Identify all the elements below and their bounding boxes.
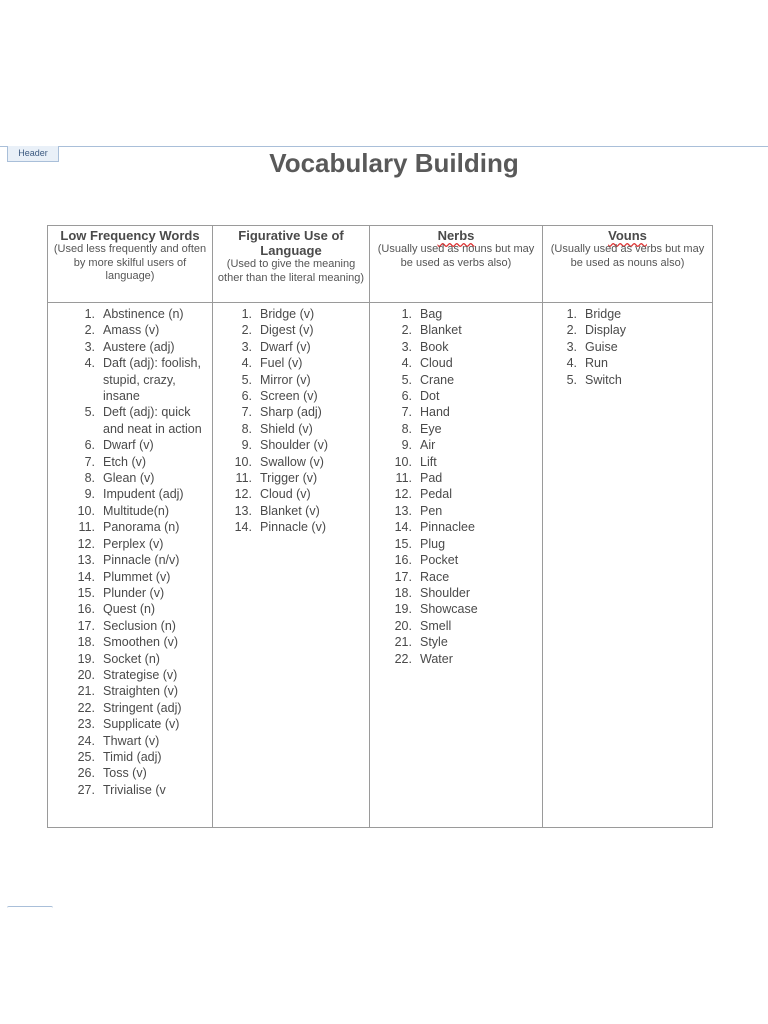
list-item-number: 9. bbox=[84, 487, 95, 502]
column-header-vouns bbox=[543, 226, 713, 303]
list-item-text: Plug bbox=[420, 536, 446, 551]
list-item-number: 8. bbox=[241, 421, 252, 436]
list-item-text: Pocket bbox=[420, 553, 459, 568]
footer-boundary-marker bbox=[7, 906, 53, 910]
list-item-number: 19. bbox=[394, 602, 412, 617]
list-item-number: 16. bbox=[77, 602, 95, 617]
list-item-number: 12. bbox=[77, 536, 95, 551]
list-item bbox=[48, 700, 212, 716]
list-item-number: 2. bbox=[401, 323, 412, 338]
list-item-number: 18. bbox=[77, 635, 95, 650]
list-item bbox=[370, 651, 542, 667]
list-item-text: Thwart (v) bbox=[103, 733, 160, 748]
list-item-number: 2. bbox=[84, 323, 95, 338]
list-item-text: Race bbox=[420, 569, 450, 584]
list-item bbox=[370, 536, 542, 552]
list-item bbox=[370, 339, 542, 355]
list-item bbox=[48, 536, 212, 552]
list-item-text: Shoulder bbox=[420, 585, 471, 600]
list-item-text: Abstinence (n) bbox=[103, 307, 184, 321]
list-item-number: 2. bbox=[241, 323, 252, 338]
list-item-text: Book bbox=[420, 339, 449, 354]
list-item-text: Trigger (v) bbox=[260, 471, 318, 486]
list-item-text: Display bbox=[585, 323, 626, 338]
list-item bbox=[370, 437, 542, 453]
list-item-number: 23. bbox=[77, 717, 95, 732]
list-item-text: Dwarf (v) bbox=[103, 438, 154, 453]
list-item-number: 15. bbox=[77, 585, 95, 600]
list-item-text: Bag bbox=[420, 307, 443, 321]
list-item-text: Swallow (v) bbox=[260, 454, 324, 469]
list-item-text: Daft (adj): foolish, stupid, crazy, insane bbox=[103, 356, 201, 404]
list-item-number: 21. bbox=[394, 635, 412, 650]
list-item bbox=[213, 355, 369, 371]
column-header-low-frequency bbox=[48, 226, 213, 303]
list-item bbox=[48, 552, 212, 568]
list-item-number: 1. bbox=[241, 307, 252, 321]
list-item-number: 11. bbox=[395, 471, 412, 486]
list-item-text: Stringent (adj) bbox=[103, 700, 182, 715]
list-item-text: Dot bbox=[420, 389, 440, 404]
list-item-number: 7. bbox=[401, 405, 412, 420]
list-item bbox=[48, 355, 212, 404]
list-item-text: Cloud bbox=[420, 356, 453, 371]
list-item-number: 4. bbox=[84, 356, 95, 371]
list-item bbox=[213, 322, 369, 338]
list-item bbox=[543, 339, 712, 355]
list-item-number: 13. bbox=[77, 553, 95, 568]
list-item bbox=[370, 306, 542, 322]
list-item-number: 1. bbox=[566, 307, 577, 321]
list-item bbox=[543, 322, 712, 338]
list-item-text: Lift bbox=[420, 454, 437, 469]
column-heading: Vouns bbox=[608, 228, 647, 243]
column-body-figurative bbox=[213, 303, 370, 828]
header-boundary-line bbox=[0, 146, 768, 147]
list-item-number: 3. bbox=[241, 339, 252, 354]
column-subheading: (Usually used as verbs but may be used as nouns also) bbox=[550, 243, 705, 269]
list-item-number: 16. bbox=[394, 553, 412, 568]
list-item-number: 21. bbox=[77, 684, 95, 699]
list-item-text: Perplex (v) bbox=[103, 536, 164, 551]
list-item-number: 8. bbox=[84, 471, 95, 486]
list-item-text: Smell bbox=[420, 618, 452, 633]
list-item-text: Dwarf (v) bbox=[260, 339, 311, 354]
list-item bbox=[213, 388, 369, 404]
list-item bbox=[370, 355, 542, 371]
list-item bbox=[370, 421, 542, 437]
column-header-nerbs bbox=[370, 226, 543, 303]
list-item bbox=[370, 519, 542, 535]
column-subheading: (Used less frequently and often by more skilful users of language) bbox=[53, 243, 207, 282]
list-item-number: 5. bbox=[84, 405, 95, 420]
list-item-text: Sharp (adj) bbox=[260, 405, 322, 420]
list-item-text: Etch (v) bbox=[103, 454, 147, 469]
list-item-text: Glean (v) bbox=[103, 471, 155, 486]
list-item-text: Trivialise (v bbox=[103, 782, 166, 797]
list-item-text: Run bbox=[585, 356, 608, 371]
list-item-text: Multitude(n) bbox=[103, 503, 169, 518]
list-item-text: Shoulder (v) bbox=[260, 438, 329, 453]
list-item bbox=[370, 601, 542, 617]
list-item-text: Mirror (v) bbox=[260, 372, 311, 387]
column-header-figurative bbox=[213, 226, 370, 303]
list-item bbox=[370, 454, 542, 470]
list-item-number: 13. bbox=[394, 503, 412, 518]
list-item-text: Smoothen (v) bbox=[103, 635, 179, 650]
list-item bbox=[370, 486, 542, 502]
table-body-row bbox=[48, 303, 713, 828]
list-item-text: Switch bbox=[585, 372, 622, 387]
list-item bbox=[370, 372, 542, 388]
list-item-number: 6. bbox=[241, 389, 252, 404]
list-item-text: Timid (adj) bbox=[103, 749, 162, 764]
list-item bbox=[213, 486, 369, 502]
list-item-text: Air bbox=[420, 438, 436, 453]
list-item bbox=[48, 585, 212, 601]
list-item-text: Bridge bbox=[585, 307, 622, 321]
list-item-number: 8. bbox=[401, 421, 412, 436]
list-item bbox=[48, 454, 212, 470]
column-subheading: (Usually used as nouns but may be used as verbs also) bbox=[377, 243, 535, 269]
list-item-text: Austere (adj) bbox=[103, 339, 175, 354]
list-item-text: Blanket bbox=[420, 323, 462, 338]
list-item bbox=[48, 749, 212, 765]
list-item-number: 5. bbox=[241, 372, 252, 387]
list-item bbox=[213, 503, 369, 519]
list-item-text: Pedal bbox=[420, 487, 452, 502]
list-item bbox=[370, 585, 542, 601]
list-item bbox=[48, 306, 212, 322]
list-item-number: 7. bbox=[84, 454, 95, 469]
list-item bbox=[213, 519, 369, 535]
list-item-text: Panorama (n) bbox=[103, 520, 180, 535]
list-item-text: Socket (n) bbox=[103, 651, 160, 666]
list-item-text: Pad bbox=[420, 471, 443, 486]
list-item bbox=[48, 667, 212, 683]
page-title: Vocabulary Building bbox=[269, 148, 519, 178]
list-item-number: 24. bbox=[77, 733, 95, 748]
list-item-text: Seclusion (n) bbox=[103, 618, 176, 633]
word-list bbox=[543, 303, 712, 388]
list-item-number: 12. bbox=[394, 487, 412, 502]
list-item bbox=[543, 306, 712, 322]
list-item-number: 9. bbox=[401, 438, 412, 453]
list-item bbox=[213, 339, 369, 355]
list-item-number: 19. bbox=[77, 651, 95, 666]
list-item-number: 14. bbox=[234, 520, 252, 535]
list-item-number: 27. bbox=[77, 782, 95, 797]
list-item-text: Pinnacle (n/v) bbox=[103, 553, 180, 568]
list-item-text: Quest (n) bbox=[103, 602, 156, 617]
column-heading: Low Frequency Words bbox=[60, 228, 200, 243]
list-item bbox=[48, 503, 212, 519]
list-item-text: Pinnacle (v) bbox=[260, 520, 326, 535]
list-item-number: 12. bbox=[234, 487, 252, 502]
list-item-number: 22. bbox=[77, 700, 95, 715]
list-item bbox=[48, 765, 212, 781]
list-item bbox=[213, 372, 369, 388]
header-tab[interactable]: Header bbox=[7, 146, 59, 162]
word-list bbox=[48, 303, 212, 798]
list-item bbox=[370, 322, 542, 338]
list-item bbox=[370, 470, 542, 486]
list-item-number: 3. bbox=[566, 339, 577, 354]
list-item bbox=[370, 618, 542, 634]
table-header-row bbox=[48, 226, 713, 303]
list-item bbox=[370, 503, 542, 519]
list-item-text: Straighten (v) bbox=[103, 684, 179, 699]
list-item bbox=[213, 437, 369, 453]
list-item bbox=[213, 421, 369, 437]
column-body-low-frequency bbox=[48, 303, 213, 828]
list-item-number: 14. bbox=[394, 520, 412, 535]
list-item-number: 18. bbox=[394, 585, 412, 600]
list-item-number: 3. bbox=[401, 339, 412, 354]
list-item bbox=[48, 733, 212, 749]
list-item-number: 20. bbox=[394, 618, 412, 633]
list-item bbox=[543, 355, 712, 371]
list-item bbox=[370, 388, 542, 404]
list-item-number: 10. bbox=[394, 454, 412, 469]
list-item bbox=[370, 552, 542, 568]
list-item bbox=[48, 683, 212, 699]
list-item-number: 25. bbox=[77, 749, 95, 764]
list-item bbox=[48, 470, 212, 486]
list-item bbox=[48, 651, 212, 667]
list-item-text: Pinnaclee bbox=[420, 520, 475, 535]
list-item bbox=[48, 601, 212, 617]
list-item-text: Plummet (v) bbox=[103, 569, 171, 584]
list-item-number: 6. bbox=[84, 438, 95, 453]
list-item-number: 20. bbox=[77, 667, 95, 682]
list-item-number: 11. bbox=[78, 520, 95, 535]
list-item-number: 13. bbox=[234, 503, 252, 518]
list-item bbox=[48, 569, 212, 585]
list-item bbox=[213, 306, 369, 322]
column-body-vouns bbox=[543, 303, 713, 828]
list-item-text: Amass (v) bbox=[103, 323, 160, 338]
list-item bbox=[543, 372, 712, 388]
list-item-number: 26. bbox=[77, 766, 95, 781]
list-item bbox=[213, 470, 369, 486]
column-heading: Figurative Use of Language bbox=[238, 228, 344, 258]
list-item-number: 10. bbox=[234, 454, 252, 469]
list-item bbox=[48, 404, 212, 437]
list-item-text: Eye bbox=[420, 421, 442, 436]
list-item-number: 15. bbox=[394, 536, 412, 551]
list-item-text: Showcase bbox=[420, 602, 478, 617]
list-item-number: 5. bbox=[401, 372, 412, 387]
list-item-number: 11. bbox=[235, 471, 252, 486]
list-item bbox=[48, 437, 212, 453]
list-item bbox=[213, 454, 369, 470]
list-item-text: Impudent (adj) bbox=[103, 487, 184, 502]
list-item-number: 17. bbox=[77, 618, 95, 633]
list-item-text: Screen (v) bbox=[260, 389, 318, 404]
list-item-text: Blanket (v) bbox=[260, 503, 320, 518]
list-item bbox=[48, 618, 212, 634]
list-item-number: 4. bbox=[241, 356, 252, 371]
list-item-text: Cloud (v) bbox=[260, 487, 311, 502]
list-item-number: 9. bbox=[241, 438, 252, 453]
list-item bbox=[213, 404, 369, 420]
list-item-number: 1. bbox=[84, 307, 95, 321]
word-list bbox=[213, 303, 369, 536]
list-item bbox=[370, 634, 542, 650]
list-item-number: 17. bbox=[394, 569, 412, 584]
list-item-number: 7. bbox=[241, 405, 252, 420]
list-item-text: Crane bbox=[420, 372, 455, 387]
list-item-number: 4. bbox=[566, 356, 577, 371]
word-list bbox=[370, 303, 542, 667]
list-item bbox=[48, 782, 212, 798]
list-item-text: Guise bbox=[585, 339, 618, 354]
column-body-nerbs bbox=[370, 303, 543, 828]
list-item-text: Bridge (v) bbox=[260, 307, 315, 321]
list-item-number: 5. bbox=[566, 372, 577, 387]
list-item-text: Hand bbox=[420, 405, 450, 420]
list-item bbox=[48, 339, 212, 355]
list-item-text: Supplicate (v) bbox=[103, 717, 180, 732]
list-item-text: Strategise (v) bbox=[103, 667, 178, 682]
list-item-number: 1. bbox=[401, 307, 412, 321]
list-item bbox=[48, 716, 212, 732]
list-item-number: 6. bbox=[401, 389, 412, 404]
list-item-number: 4. bbox=[401, 356, 412, 371]
list-item-text: Digest (v) bbox=[260, 323, 314, 338]
list-item-text: Water bbox=[420, 651, 453, 666]
list-item-text: Plunder (v) bbox=[103, 585, 165, 600]
list-item-number: 14. bbox=[77, 569, 95, 584]
list-item-text: Fuel (v) bbox=[260, 356, 303, 371]
list-item bbox=[48, 322, 212, 338]
list-item-text: Toss (v) bbox=[103, 766, 147, 781]
list-item bbox=[370, 569, 542, 585]
list-item-text: Pen bbox=[420, 503, 443, 518]
list-item-text: Shield (v) bbox=[260, 421, 313, 436]
column-heading: Nerbs bbox=[437, 228, 475, 243]
list-item bbox=[48, 634, 212, 650]
list-item-number: 3. bbox=[84, 339, 95, 354]
list-item-number: 22. bbox=[394, 651, 412, 666]
column-subheading: (Used to give the meaning other than the literal meaning) bbox=[217, 258, 365, 284]
vocabulary-table bbox=[47, 225, 713, 828]
list-item-text: Deft (adj): quick and neat in action bbox=[103, 405, 202, 436]
list-item bbox=[48, 486, 212, 502]
list-item-number: 10. bbox=[77, 503, 95, 518]
list-item bbox=[48, 519, 212, 535]
list-item-text: Style bbox=[420, 635, 448, 650]
list-item bbox=[370, 404, 542, 420]
list-item-number: 2. bbox=[566, 323, 577, 338]
